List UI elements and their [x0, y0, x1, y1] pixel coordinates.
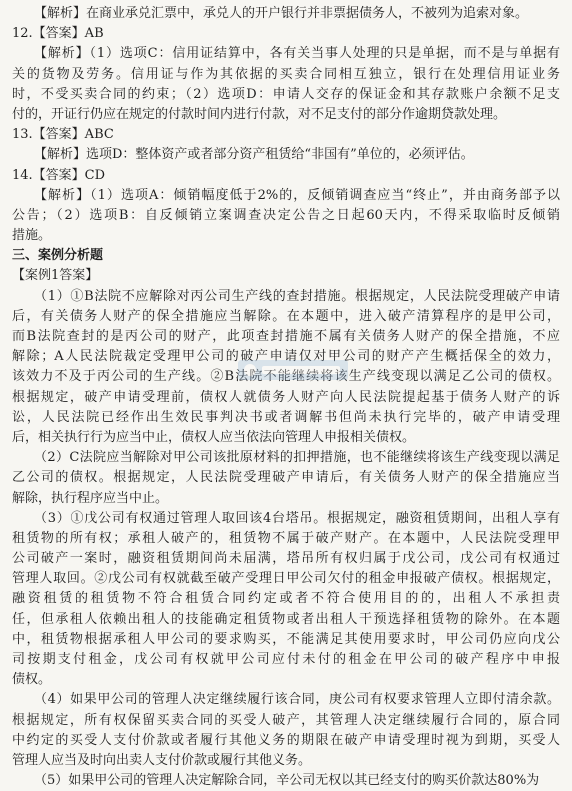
- text-line: 该效力不及于丙公司的生产线。②B法院不能继续将该生产线变现以满足乙公司的债权。: [12, 369, 560, 385]
- text-line: 【解析】（1）选项A：倾销幅度低于2%的，反倾销调查应当“终止”，并由商务部予以: [34, 187, 560, 203]
- text-line: 中约定的买受人支付价款或者履行其他义务的期限在破产申请受理时视为到期，买受人: [12, 732, 560, 748]
- text-line: 管理人应当及时向出卖人支付价款或履行其他义务。: [12, 752, 312, 768]
- text-line: 债权。: [12, 672, 52, 688]
- text-line: 根据规定，所有权保留买卖合同的买受人破产，其管理人决定继续履行合同的，原合同: [12, 712, 560, 728]
- text-line: 措施。: [12, 228, 52, 244]
- text-line: 乙公司的债权。根据规定，人民法院受理破产申请后，有关债务人财产的保全措施应当: [12, 470, 560, 486]
- text-line: 任，但承租人依赖出租人的技能确定租赁物或者出租人干预选择租赁物的除外。在本题: [12, 611, 560, 627]
- text-line: 租赁物的所有权；承租人破产的，租赁物不属于破产财产。在本题中，人民法院受理甲: [12, 530, 560, 546]
- text-line: 14.【答案】CD: [12, 167, 106, 183]
- text-line: 【解析】选项D：整体资产或者部分资产租赁给“非国有”单位的，必须评估。: [34, 147, 474, 163]
- text-line: （5）如果甲公司的管理人决定解除合同，辛公司无权以其已经支付的购买价款达80%为: [34, 773, 540, 789]
- text-line: 【解析】（1）选项C：信用证结算中，各有关当事人处理的只是单据，而不是与单据有: [34, 46, 560, 62]
- text-line: 后，相关执行行为应当中止，债权人应当依法向管理人申报相关债权。: [12, 429, 416, 445]
- text-line: 13.【答案】ABC: [12, 127, 114, 143]
- text-line: 根据规定，破产申请受理前，债权人就债务人财产向人民法院提起基于债务人财产的诉: [12, 389, 560, 405]
- text-line: （4）如果甲公司的管理人决定继续履行该合同，庚公司有权要求管理人立即付清余款。: [34, 692, 560, 708]
- text-line: 时，不受买卖合同的约束；（2）选项D：申请人交存的保证金和其存款账户余额不足支: [12, 86, 560, 102]
- text-line: 公告；（2）选项B：自反倾销立案调查决定公告之日起60天内，不得采取临时反倾销: [12, 207, 560, 223]
- text-line: 关的货物及劳务。信用证与作为其依据的买卖合同相互独立，银行在处理信用证业务: [12, 66, 560, 82]
- text-line: 中，租赁物根据承租人甲公司的要求购买，不能满足其使用要求时，甲公司仍应向戊公: [12, 631, 560, 647]
- text-line: （3）①戊公司有权通过管理人取回该4台塔吊。根据规定，融资租赁期间，出租人享有: [34, 510, 560, 526]
- text-line: 三、案例分析题: [12, 248, 104, 264]
- text-line: 公司破产一案时，融资租赁期间尚未届满，塔吊所有权归属于戊公司，戊公司有权通过: [12, 551, 560, 567]
- text-line: 而B法院查封的是丙公司的财产，此项查封措施不属有关债务人财产的保全措施，不应: [12, 329, 560, 344]
- text-line: 解除；A人民法院裁定受理甲公司的破产申请仅对甲公司的财产产生概括保全的效力，: [12, 349, 560, 365]
- text-body: [12, 4, 560, 791]
- text-line: 讼，人民法院已经作出生效民事判决书或者调解书但尚未执行完毕的，破产申请受理: [12, 409, 560, 425]
- text-line: 司按期支付租金，戊公司有权就甲公司应付未付的租金在甲公司的破产程序中申报: [12, 652, 560, 667]
- text-line: 管理人取回。②戊公司有权就截至破产受理日甲公司欠付的租金申报破产债权。根据规定，: [12, 571, 560, 587]
- text-line: （1）①B法院不应解除对丙公司生产线的查封措施。根据规定，人民法院受理破产申请: [34, 288, 560, 304]
- text-line: 【解析】在商业承兑汇票中，承兑人的开户银行并非票据债务人，不被列为追索对象。: [34, 6, 529, 21]
- text-line: （2）C法院应当解除对甲公司该批原材料的扣押措施，也不能继续将该生产线变现以满足: [34, 450, 560, 466]
- text-line: 12.【答案】AB: [12, 26, 104, 42]
- text-line: 【案例1答案】: [12, 268, 99, 284]
- text-line: 后，有关债务人财产的保全措施应当解除。在本题中，进入破产清算程序的是甲公司，: [12, 308, 560, 324]
- text-line: 解除，执行程序应当中止。: [12, 490, 169, 506]
- text-line: 融资租赁的租赁物不符合租赁合同约定或者不符合使用目的的，出租人不承担责: [12, 591, 560, 607]
- text-line: 付的，开证行仍应在规定的付款时间内进行付款，对不足支付的部分作逾期贷款处理。: [12, 106, 507, 122]
